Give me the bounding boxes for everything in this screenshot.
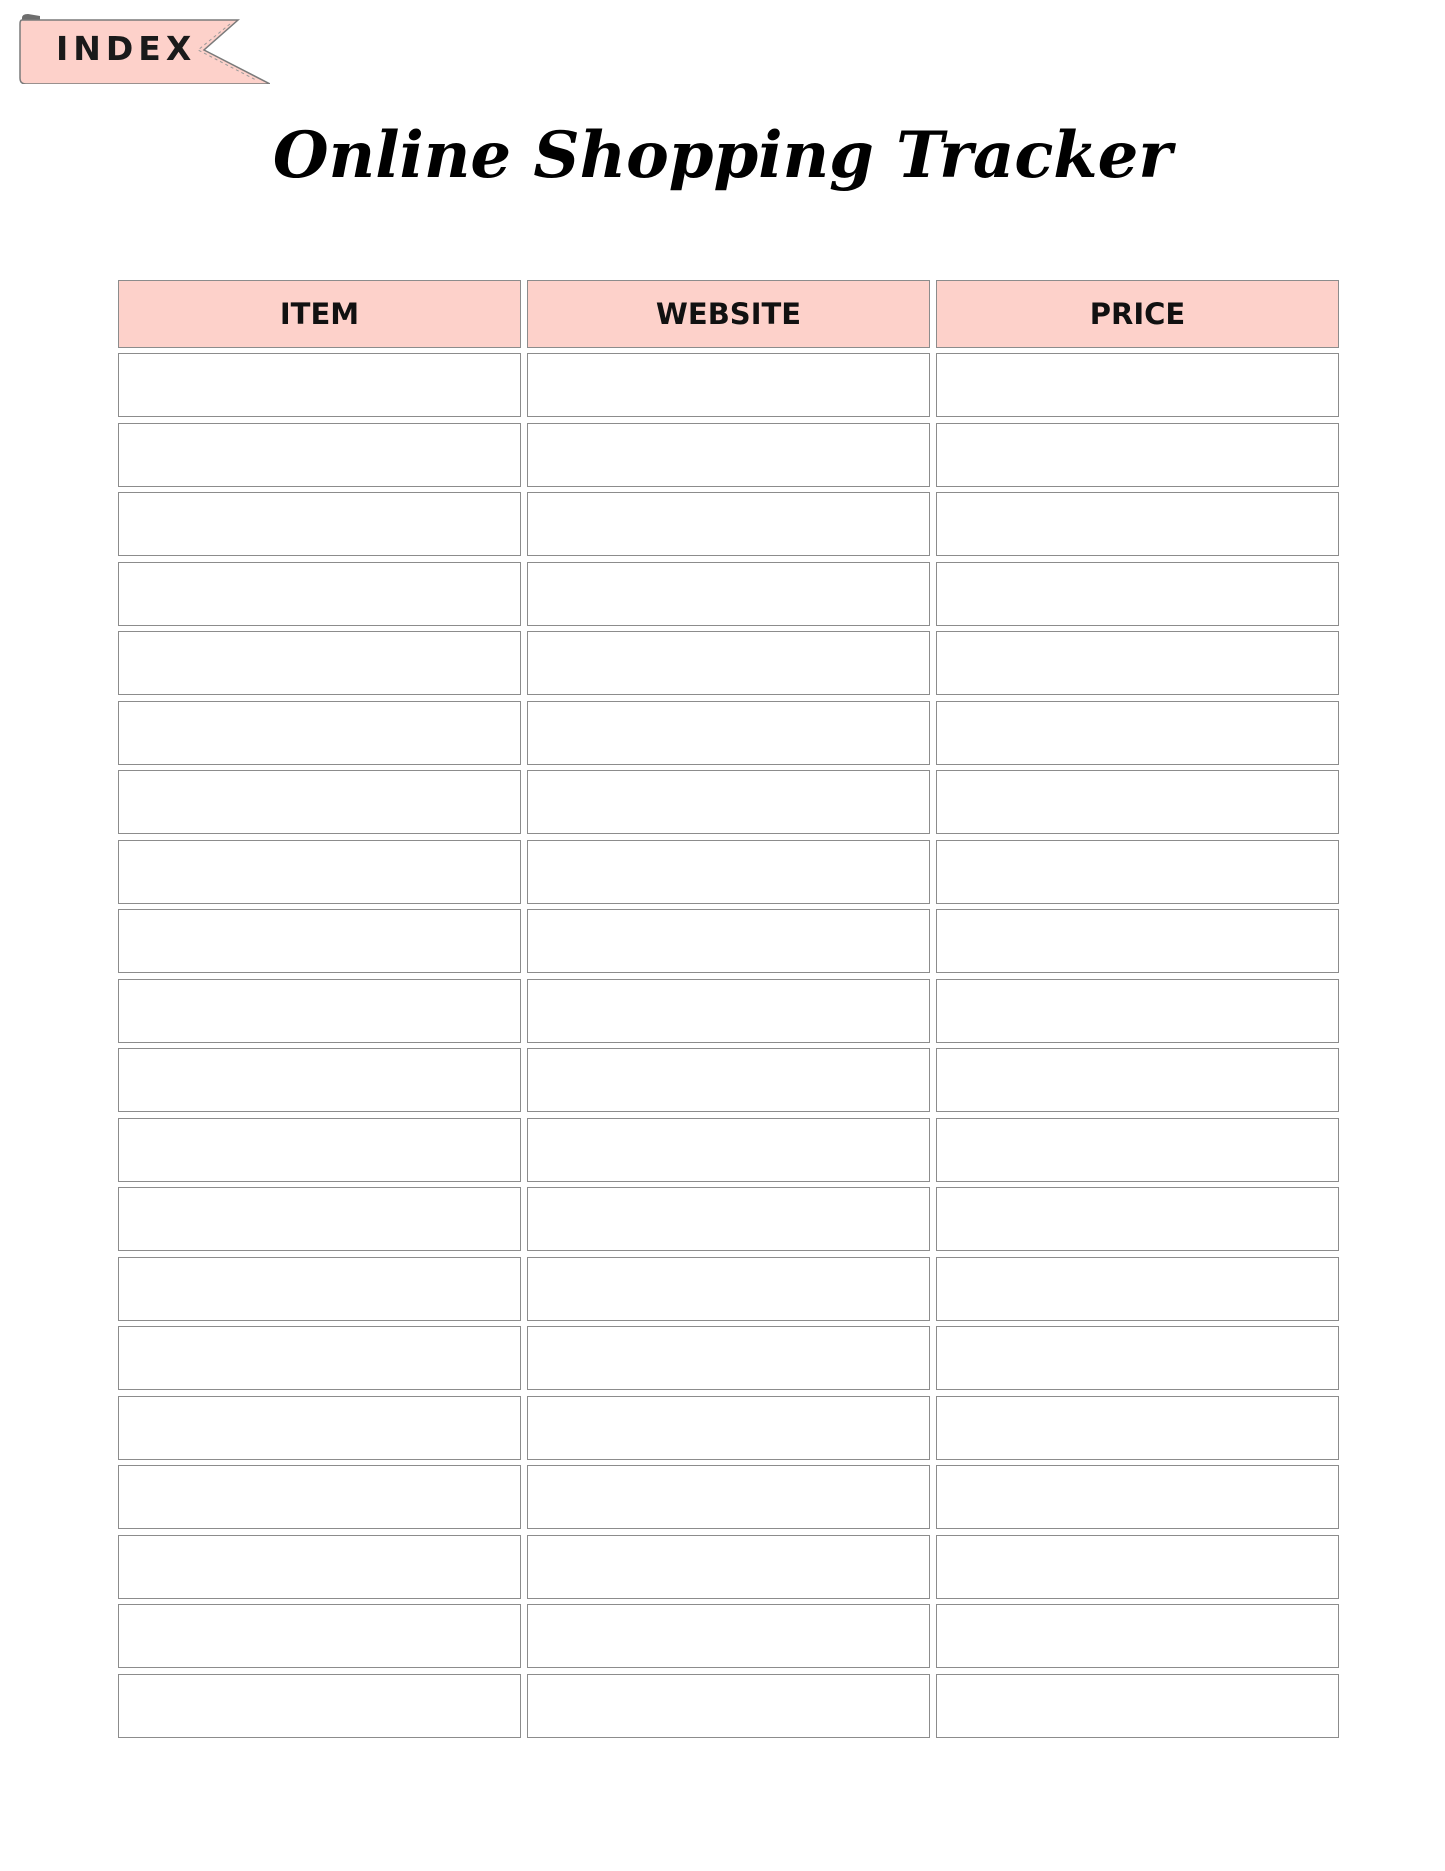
table-cell-website[interactable] [527,1187,930,1251]
table-cell-price[interactable] [936,840,1339,904]
column-header-website: WEBSITE [527,280,930,348]
table-cell-website[interactable] [527,353,930,417]
table-cell-item[interactable] [118,353,521,417]
table-cell-item[interactable] [118,1674,521,1738]
table-cell-website[interactable] [527,1535,930,1599]
column-header-item: ITEM [118,280,521,348]
table-cell-price[interactable] [936,492,1339,556]
table-cell-price[interactable] [936,631,1339,695]
table-cell-item[interactable] [118,1535,521,1599]
table-cell-item[interactable] [118,1396,521,1460]
table-cell-website[interactable] [527,1396,930,1460]
index-tab-label: INDEX [56,29,197,68]
table-cell-website[interactable] [527,562,930,626]
table-cell-item[interactable] [118,1604,521,1668]
table-cell-item[interactable] [118,909,521,973]
table-cell-price[interactable] [936,353,1339,417]
table-cell-website[interactable] [527,1674,930,1738]
table-cell-price[interactable] [936,1118,1339,1182]
table-cell-website[interactable] [527,909,930,973]
table-cell-website[interactable] [527,631,930,695]
table-cell-item[interactable] [118,701,521,765]
table-cell-website[interactable] [527,423,930,487]
table-cell-item[interactable] [118,492,521,556]
table-cell-item[interactable] [118,1257,521,1321]
table-cell-website[interactable] [527,701,930,765]
shopping-tracker-table [118,280,1339,1743]
table-cell-price[interactable] [936,770,1339,834]
table-cell-item[interactable] [118,1048,521,1112]
table-cell-price[interactable] [936,1257,1339,1321]
table-cell-website[interactable] [527,770,930,834]
table-cell-item[interactable] [118,631,521,695]
table-cell-price[interactable] [936,1048,1339,1112]
table-cell-price[interactable] [936,1604,1339,1668]
table-cell-website[interactable] [527,840,930,904]
table-cell-item[interactable] [118,562,521,626]
table-cell-website[interactable] [527,1118,930,1182]
table-cell-price[interactable] [936,701,1339,765]
table-cell-item[interactable] [118,840,521,904]
table-cell-website[interactable] [527,1257,930,1321]
table-cell-price[interactable] [936,423,1339,487]
table-cell-item[interactable] [118,1465,521,1529]
page-title: Online Shopping Tracker [272,118,1173,193]
index-tab-link[interactable] [18,14,270,84]
table-cell-price[interactable] [936,562,1339,626]
table-cell-item[interactable] [118,423,521,487]
table-cell-website[interactable] [527,1326,930,1390]
table-cell-price[interactable] [936,1465,1339,1529]
table-cell-item[interactable] [118,1118,521,1182]
table-cell-item[interactable] [118,1187,521,1251]
table-cell-website[interactable] [527,1604,930,1668]
table-cell-website[interactable] [527,1465,930,1529]
table-cell-website[interactable] [527,979,930,1043]
table-cell-website[interactable] [527,492,930,556]
table-cell-price[interactable] [936,909,1339,973]
table-cell-price[interactable] [936,1187,1339,1251]
table-cell-price[interactable] [936,1674,1339,1738]
table-cell-item[interactable] [118,1326,521,1390]
table-cell-item[interactable] [118,770,521,834]
column-header-price: PRICE [936,280,1339,348]
table-cell-item[interactable] [118,979,521,1043]
table-cell-price[interactable] [936,1396,1339,1460]
table-cell-price[interactable] [936,1535,1339,1599]
table-cell-price[interactable] [936,1326,1339,1390]
table-cell-website[interactable] [527,1048,930,1112]
table-cell-price[interactable] [936,979,1339,1043]
